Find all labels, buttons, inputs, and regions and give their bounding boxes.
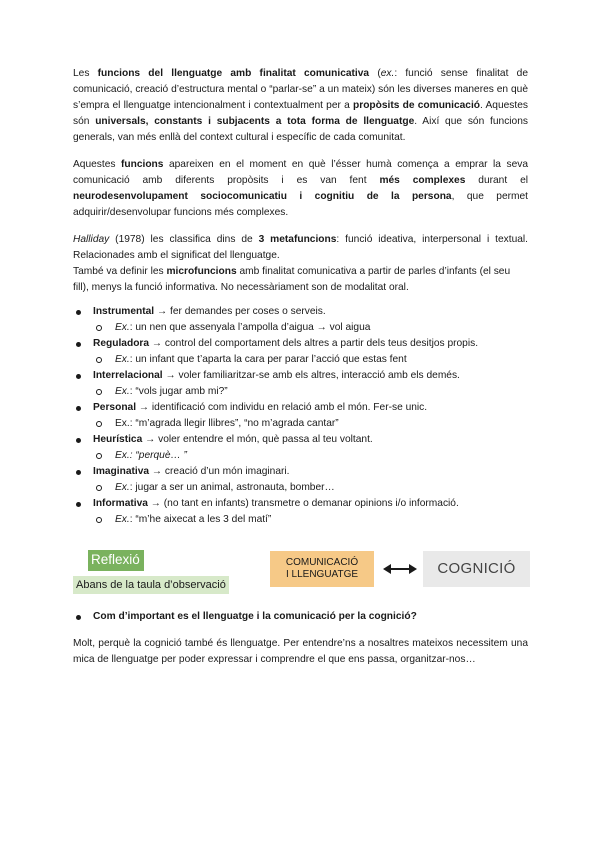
list-item [73,464,528,496]
example-item [93,512,528,528]
text-run: Aquestes [73,159,121,170]
function-name: Instrumental [93,306,155,317]
reflexio-answer: Molt, perquè la cognició també és llenguatge. Per entendre’ns a nosaltres mateixos necessitem una mica de llenguatge per poder expressar i comprendre el que ens passa, organitzar-nos… [73,638,528,665]
function-name: Personal [93,402,137,413]
example-item [93,448,528,464]
list-item [73,400,528,432]
text-run: durant el [465,175,528,186]
double-arrow-icon [383,561,417,577]
function-name: Interrelacional [93,370,163,381]
text-run: apareixen en el moment en què l’ésser humà comença a emprar la seva comunicació amb diferents propòsits i es van fent [73,159,528,186]
box-line: COMUNICACIÓ [285,557,359,568]
bold-run: funcions del llenguatge amb finalitat comunicativa [97,68,370,79]
italic-run: Halliday [73,234,110,245]
example-item [93,320,528,336]
example-text: : “vols jugar amb mi?” [129,386,228,397]
function-desc: → voler familiaritzar-se amb els altres, interacció amb els demés. [162,370,460,381]
example-label: Ex. [115,450,130,461]
cognicio-box: COGNICIÓ [423,551,530,587]
text-run: . Aquestes són [73,100,528,127]
text-run: Les [73,68,98,79]
example-label: Ex. [115,354,130,365]
example-label: Ex. [115,514,130,525]
paragraph-development [73,157,528,221]
function-name: Reguladora [93,338,150,349]
list-item [73,368,528,400]
reflexio-subheading: Abans de la taula d’observació [73,576,229,594]
comunicacio-box [270,551,374,587]
bold-run: universals, constants i subjacents a tota forma de llenguatge [95,116,415,127]
text-run: També va definir les [73,266,167,277]
function-name: Imaginativa [93,466,150,477]
list-item [73,432,528,464]
example-item [93,416,528,432]
reflexio-section [73,546,528,601]
bold-run: microfuncions [166,266,237,277]
text-run: ( [369,68,381,79]
text-run: : funció ideativa, interpersonal i textual. Relacionades amb el significat del llenguatge. [73,234,528,261]
function-desc: → fer demandes per coses o serveis. [154,306,326,317]
function-desc: → identificació com individu en relació amb el món. Fer-se unic. [136,402,428,413]
example-text: : “perquè… ” [129,450,187,461]
example-label: Ex. [115,482,130,493]
text-run: amb finalitat comunicativa a partir de parles d’infants (el seu fill), menys la funció informativa. No necessàriament son de modalitat oral. [73,266,511,293]
example-item [93,352,528,368]
question-list [73,609,528,625]
text-run: , que permet adquirir/desenvolupar funcions més complexes. [73,191,528,218]
bold-run: propòsits de comunicació [353,100,481,111]
function-name: Informativa [93,498,148,509]
list-item [73,496,528,528]
bold-run: neurodesenvolupament sociocomunicatiu i cognitiu de la persona [73,191,452,202]
document-page [73,66,528,668]
example-label: Ex. [115,386,130,397]
example-text: : “m’he aixecat a les 3 del matí” [129,514,272,525]
reflexio-heading: Reflexió [88,550,144,571]
paragraph-halliday [73,232,528,264]
example-text: : un nen que assenyala l’ampolla d’aigua → vol aigua [129,322,371,333]
function-desc: → (no tant en infants) transmetre o demanar opinions i/o informació. [147,498,459,509]
function-desc: → creació d’un món imaginari. [149,466,290,477]
function-name: Heurística [93,434,143,445]
function-desc: → control del comportament dels altres a partir dels teus desitjos propis. [149,338,479,349]
text-run: . Així que són funcions generals, van més enllà del context cultural i específic de cada comunitat. [73,116,528,143]
italic-run: ex. [380,68,395,79]
reflexio-question: Com d’important es el llenguatge i la comunicació per la cognició? [93,611,417,622]
example-text: Ex.: “m’agrada llegir llibres”, “no m’agrada cantar” [115,418,339,429]
example-text: : un infant que t’aparta la cara per parar l’acció que estas fent [129,354,407,365]
bold-run: 3 metafuncions [258,234,337,245]
example-item [93,480,528,496]
paragraph-intro [73,66,528,146]
example-label: Ex. [115,322,130,333]
text-run: (1978) les classifica dins de [109,234,259,245]
text-run: : funció sense finalitat de comunicació, creació d’estructura mental o “parlar-se” a un mateix) són les diverses maneres en què s’empra el llenguatge intencionalment i contextualment per a [73,68,528,111]
paragraph-microfuncions [73,264,528,296]
list-item [73,336,528,368]
box-line: I LLENGUATGE [285,569,359,580]
example-text: : jugar a ser un animal, astronauta, bomber… [129,482,335,493]
list-item [73,609,528,625]
example-item [93,384,528,400]
bold-run: més complexes [379,175,466,186]
bold-run: funcions [121,159,164,170]
list-item [73,304,528,336]
functions-list [73,304,528,528]
function-desc: → voler entendre el món, què passa al teu voltant. [142,434,373,445]
